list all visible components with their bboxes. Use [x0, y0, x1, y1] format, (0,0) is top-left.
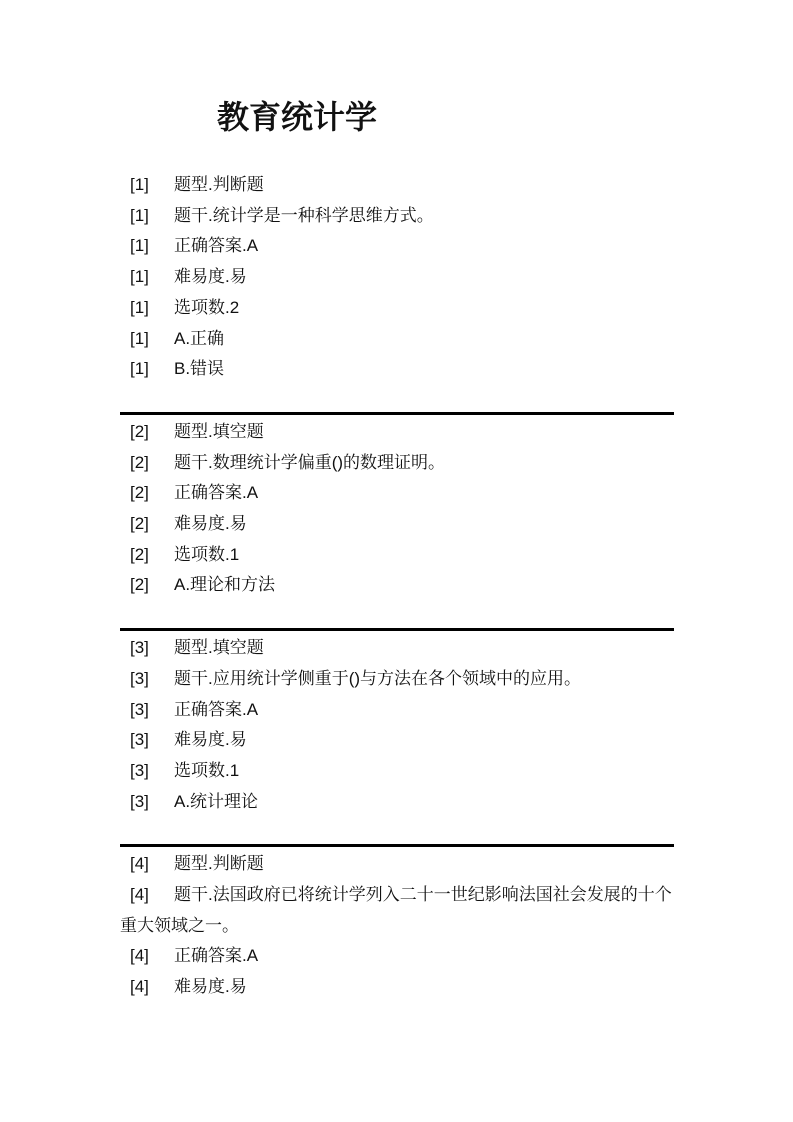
question-line	[120, 972, 674, 1003]
question-field-text: 题型.判断题	[174, 175, 264, 194]
question-field-text: 题干.法国政府已将统计学列入二十一世纪影响法国社会发展的十个重大领域之一。	[120, 885, 672, 935]
question-field-text: A.统计理论	[174, 791, 259, 811]
question-field-text: 题干.统计学是一种科学思维方式。	[174, 205, 434, 225]
question-divider	[120, 844, 674, 847]
question-line	[120, 849, 674, 880]
question-field-text: 题干.应用统计学侧重于()与方法在各个领域中的应用。	[174, 668, 582, 688]
question-line	[120, 354, 674, 385]
question-line	[120, 695, 674, 726]
question-number: [1]	[130, 236, 149, 256]
question-number: [4]	[130, 977, 149, 997]
question-field-text: 正确答案.A	[174, 236, 259, 256]
question-line	[120, 756, 674, 787]
question-field-text: 题型.填空题	[174, 421, 264, 441]
question-number: [3]	[130, 699, 149, 719]
question-field-text: 题型.填空题	[174, 638, 264, 658]
question-number: [1]	[130, 267, 149, 287]
question-field-text: 选项数.2	[174, 297, 240, 317]
question-line	[120, 448, 674, 479]
question-field-text: 难易度.易	[174, 977, 247, 997]
question-number: [3]	[130, 638, 149, 658]
question-field-text: A.正确	[174, 328, 225, 348]
question-line	[120, 941, 674, 972]
question-field-text: 正确答案.A	[174, 946, 259, 966]
question-field-text: 题型.判断题	[174, 854, 264, 874]
question-number: [1]	[130, 359, 149, 379]
document-title: 教育统计学	[217, 99, 378, 135]
question-line	[120, 170, 674, 201]
question-number: [1]	[130, 297, 149, 317]
question-number: [3]	[130, 668, 149, 688]
question-field-text: 难易度.易	[174, 514, 247, 534]
question-field-text: 难易度.易	[174, 267, 247, 287]
question-number: [4]	[130, 854, 149, 874]
question-number: [1]	[130, 205, 149, 225]
question-field-text: B.错误	[174, 359, 225, 379]
question-block	[120, 633, 674, 817]
question-line	[120, 633, 674, 664]
question-divider	[120, 628, 674, 631]
question-line	[120, 293, 674, 324]
question-line	[120, 478, 674, 509]
question-line	[120, 231, 674, 262]
question-line	[120, 262, 674, 293]
question-line	[120, 725, 674, 756]
question-line	[120, 509, 674, 540]
question-field-text: 选项数.1	[174, 544, 240, 564]
question-field-text: 正确答案.A	[174, 483, 259, 503]
question-number: [4]	[130, 946, 149, 966]
question-number: [2]	[130, 452, 149, 472]
question-number: [4]	[130, 885, 149, 905]
question-number: [2]	[130, 544, 149, 564]
question-list	[120, 170, 674, 1003]
question-field-text: 题干.数理统计学偏重()的数理证明。	[174, 452, 446, 472]
question-number: [2]	[130, 575, 149, 595]
question-number: [2]	[130, 514, 149, 534]
question-line	[120, 664, 674, 695]
question-line	[120, 570, 674, 601]
question-line	[120, 417, 674, 448]
question-line	[120, 880, 674, 941]
question-number: [3]	[130, 730, 149, 750]
question-divider	[120, 412, 674, 415]
question-line	[120, 324, 674, 355]
question-block	[120, 170, 674, 385]
question-number: [1]	[130, 328, 149, 348]
question-field-text: A.理论和方法	[174, 575, 276, 595]
question-number: [2]	[130, 483, 149, 503]
question-field-text: 难易度.易	[174, 730, 247, 750]
question-number: [3]	[130, 760, 149, 780]
question-number: [2]	[130, 421, 149, 441]
question-field-text: 选项数.1	[174, 760, 240, 780]
question-line	[120, 201, 674, 232]
question-block	[120, 849, 674, 1003]
question-block	[120, 417, 674, 601]
question-field-text: 正确答案.A	[174, 699, 259, 719]
question-number: [1]	[130, 175, 149, 194]
question-line	[120, 540, 674, 571]
question-line	[120, 787, 674, 818]
question-number: [3]	[130, 791, 149, 811]
